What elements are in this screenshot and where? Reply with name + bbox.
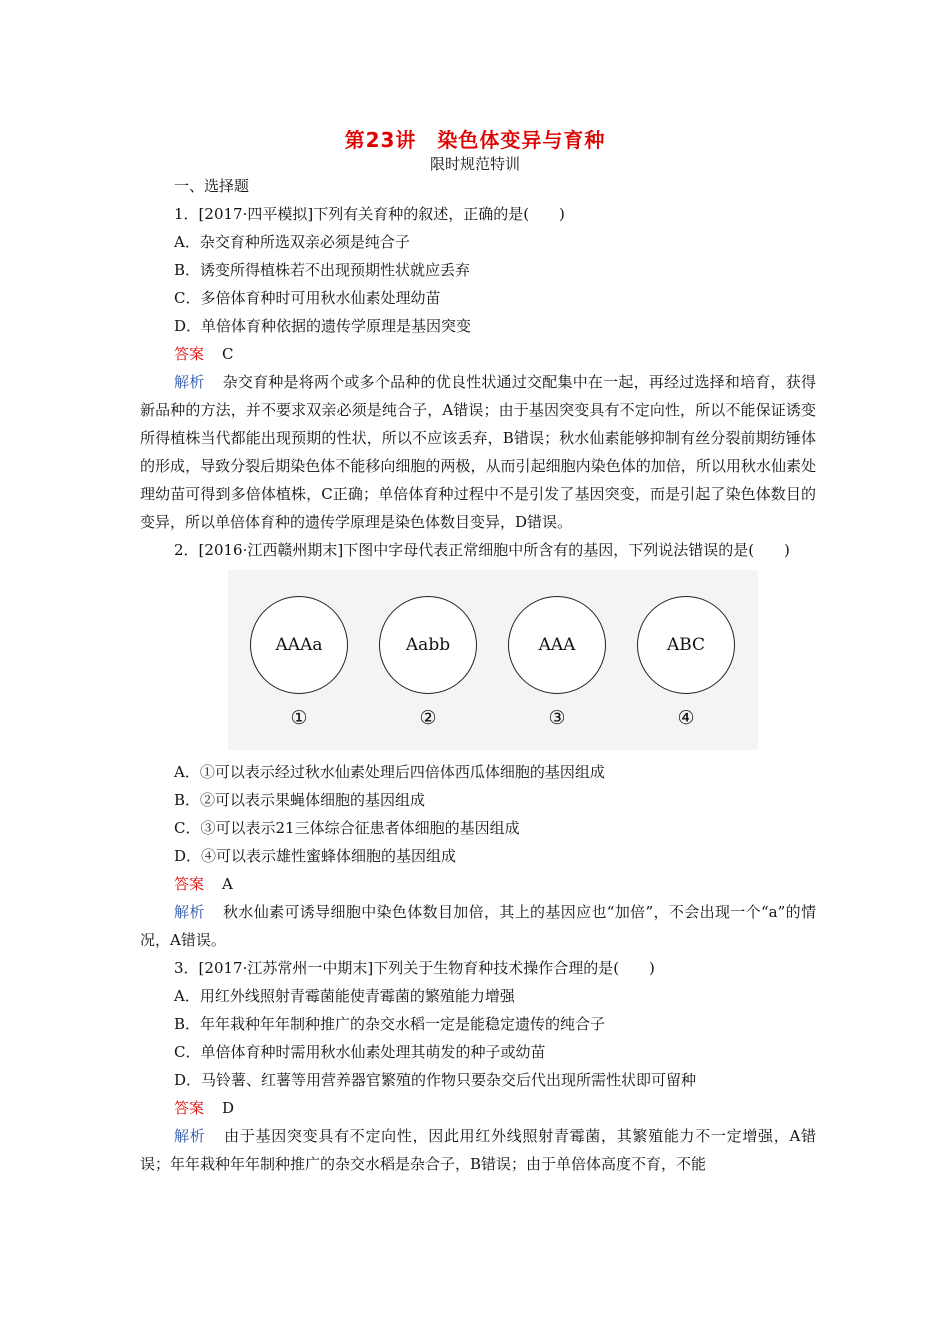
cell-number-3: ③ (548, 707, 566, 729)
analysis-text: 由于基因突变具有不定向性，因此用红外线照射青霉菌，其繁殖能力不一定增强，A错误；年年栽种年年制种推广的杂交水稻是杂合子，B错误；由于单倍体高度不育，不能 (140, 1127, 816, 1173)
answer-value: C (222, 345, 234, 363)
question-3-stem: 3．[2017·江苏常州一中期末]下列关于生物育种技术操作合理的是( ) (174, 959, 655, 977)
page-title: 第23讲 染色体变异与育种 (344, 128, 606, 152)
answer-label: 答案 (174, 1099, 205, 1117)
question-1-option-b: B．诱变所得植株若不出现预期性状就应丢弃 (174, 261, 471, 279)
question-1-answer (140, 340, 816, 368)
answer-value: D (222, 1099, 235, 1117)
cell-number-4: ④ (677, 707, 695, 729)
cell-circle-1 (250, 596, 348, 694)
cell-genes-3: AAA (538, 635, 576, 655)
cell-genes-1: AAAa (275, 635, 323, 655)
question-3-analysis (140, 1122, 816, 1178)
question-1-option-d: D．单倍体育种依据的遗传学原理是基因突变 (174, 317, 472, 335)
question-2-stem: 2．[2016·江西赣州期末]下图中字母代表正常细胞中所含有的基因，下列说法错误的是( ) (174, 541, 790, 559)
cell-circle-2 (379, 596, 477, 694)
question-2-answer (140, 870, 816, 898)
question-1-analysis (140, 368, 816, 536)
analysis-text: 杂交育种是将两个或多个品种的优良性状通过交配集中在一起，再经过选择和培育，获得新品种的方法，并不要求双亲必须是纯合子，A错误；由于基因突变具有不定向性，所以不能保证诱变所得植株当代都能出现预期的性状，所以不应该丢弃，B错误；秋水仙素能够抑制有丝分裂前期纺锤体的形成，导致分裂后期染色体不能移向细胞的两极，从而引起细胞内染色体的加倍，所以用秋水仙素处理幼苗可得到多倍体植株，C正确；单倍体育种过程中不是引发了基因突变，而是引起了染色体数目的变异，所以单倍体育种的遗传学原理是染色体数目变异，D错误。 (140, 373, 816, 531)
question-2-analysis (140, 898, 816, 954)
cell-genes-4: ABC (666, 635, 706, 655)
question-2-option-b: B．②可以表示果蝇体细胞的基因组成 (174, 791, 426, 809)
question-2-option-c: C．③可以表示21三体综合征患者体细胞的基因组成 (174, 819, 520, 837)
question-2-option-a: A．①可以表示经过秋水仙素处理后四倍体西瓜体细胞的基因组成 (174, 763, 605, 781)
cell-number-2: ② (419, 707, 437, 729)
answer-label: 答案 (174, 345, 205, 363)
question-3-option-d: D．马铃薯、红薯等用营养器官繁殖的作物只要杂交后代出现所需性状即可留种 (174, 1071, 697, 1089)
gene-cells-figure (140, 570, 816, 758)
analysis-text: 秋水仙素可诱导细胞中染色体数目加倍，其上的基因应也“加倍”，不会出现一个“a”的情况，A错误。 (140, 903, 816, 949)
analysis-label: 解析 (174, 903, 205, 921)
cell-number-1: ① (290, 707, 308, 729)
question-3-answer (140, 1094, 816, 1122)
cell-genes-2: Aabb (405, 635, 451, 655)
question-1-option-c: C．多倍体育种时可用秋水仙素处理幼苗 (174, 289, 441, 307)
cell-circle-4 (637, 596, 735, 694)
question-3-option-b: B．年年栽种年年制种推广的杂交水稻一定是能稳定遗传的纯合子 (174, 1015, 606, 1033)
cell-circle-3 (508, 596, 606, 694)
section-heading: 一、选择题 (174, 177, 250, 195)
question-3-option-a: A．用红外线照射青霉菌能使青霉菌的繁殖能力增强 (174, 987, 515, 1005)
answer-value: A (222, 875, 233, 893)
analysis-label: 解析 (174, 1127, 206, 1145)
question-1-stem: 1．[2017·四平模拟]下列有关育种的叙述，正确的是( ) (174, 205, 565, 223)
question-2-option-d: D．④可以表示雄性蜜蜂体细胞的基因组成 (174, 847, 457, 865)
document-body (140, 172, 816, 1178)
analysis-label: 解析 (174, 373, 205, 391)
question-3-option-c: C．单倍体育种时需用秋水仙素处理其萌发的种子或幼苗 (174, 1043, 546, 1061)
answer-label: 答案 (174, 875, 205, 893)
question-1-option-a: A．杂交育种所选双亲必须是纯合子 (174, 233, 410, 251)
page-subtitle: 限时规范特训 (429, 155, 520, 173)
